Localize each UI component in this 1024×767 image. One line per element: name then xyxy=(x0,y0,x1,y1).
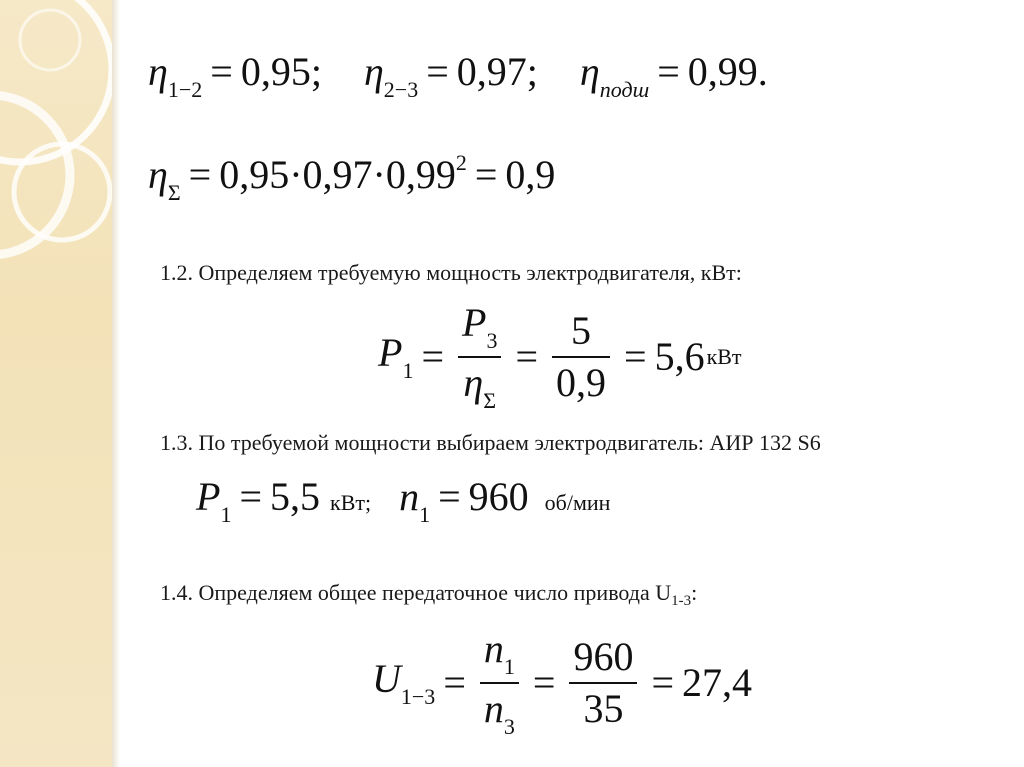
gear-ratio-formula xyxy=(372,625,752,739)
step-1-4-heading xyxy=(160,582,697,609)
equals-sign: = xyxy=(426,49,449,94)
motor-speed-value: 960 xyxy=(468,474,529,519)
eta-value-1-2: 0,95; xyxy=(240,49,322,94)
numerator-value: 5 xyxy=(571,308,591,353)
power-subscript: 1 xyxy=(402,357,414,383)
numerator-power-symbol: P xyxy=(462,299,487,345)
speed-subscript: 1 xyxy=(419,502,431,527)
step-1-4-heading-subscript: 1-3 xyxy=(671,593,692,609)
speed-ratio-fraction xyxy=(480,625,519,739)
efficiency-values-formula xyxy=(148,49,768,102)
numeric-fraction xyxy=(552,310,610,404)
power-symbol: P xyxy=(196,474,221,519)
equals-sign: = xyxy=(188,152,212,197)
motor-power-value: 5,5 xyxy=(270,474,320,519)
denominator-subscript: 3 xyxy=(503,714,515,739)
required-power-result: 5,6 xyxy=(654,334,705,379)
total-efficiency-formula xyxy=(148,152,555,204)
equals-sign: = xyxy=(515,334,538,379)
equals-sign: = xyxy=(239,474,262,519)
motor-power-unit: кВт; xyxy=(330,490,372,515)
equals-sign: = xyxy=(657,49,680,94)
power-symbol: P xyxy=(378,329,403,375)
eta-subscript-2-3: 2−3 xyxy=(383,77,419,102)
step-1-4-heading-text: 1.4. Определяем общее передаточное число привода U xyxy=(160,580,672,605)
eta-value-2-3: 0,97; xyxy=(456,49,538,94)
eta-value-bearings: 0,99. xyxy=(687,49,768,94)
eta-symbol: η xyxy=(363,49,384,94)
equals-sign: = xyxy=(651,660,674,705)
denominator-eta-symbol: η xyxy=(463,360,484,405)
equals-sign: = xyxy=(421,334,444,379)
equals-sign: = xyxy=(210,49,233,94)
gear-ratio-result: 27,4 xyxy=(682,660,752,705)
denominator-value: 0,9 xyxy=(556,360,606,405)
exponent: 2 xyxy=(455,150,467,175)
required-power-formula xyxy=(378,299,742,413)
motor-speed-unit: об/мин xyxy=(544,490,611,515)
fraction-bar xyxy=(480,682,519,684)
eta-subscript-1-2: 1−2 xyxy=(167,77,203,102)
total-efficiency-result: 0,9 xyxy=(505,152,556,197)
numerator-speed-symbol: n xyxy=(483,625,504,671)
equals-sign: = xyxy=(438,474,461,519)
power-unit: кВт xyxy=(706,344,742,369)
denominator-subscript: Σ xyxy=(483,388,497,413)
efficiency-product: 0,95·0,97·0,99 xyxy=(219,152,456,197)
gear-ratio-subscript: 1−3 xyxy=(400,683,436,709)
sigma-subscript: Σ xyxy=(167,180,181,205)
numerator-subscript: 3 xyxy=(486,327,498,353)
eta-subscript-bearings: подш xyxy=(599,77,650,102)
gear-ratio-symbol: U xyxy=(372,655,401,701)
fraction-bar xyxy=(458,356,501,358)
step-1-2-heading: 1.2. Определяем требуемую мощность электродвигателя, кВт: xyxy=(160,260,742,285)
eta-symbol: η xyxy=(148,152,168,197)
numeric-fraction xyxy=(569,636,637,730)
numerator-subscript: 1 xyxy=(503,653,515,679)
step-1-4-heading-colon: : xyxy=(691,580,698,605)
power-over-efficiency-fraction xyxy=(458,299,501,413)
equals-sign: = xyxy=(474,152,498,197)
eta-symbol: η xyxy=(579,49,600,94)
motor-specs-formula xyxy=(196,474,611,527)
fraction-bar xyxy=(552,356,610,358)
step-1-3-heading: 1.3. По требуемой мощности выбираем электродвигатель: АИР 132 S6 xyxy=(160,430,821,455)
fraction-bar xyxy=(569,682,637,684)
power-subscript: 1 xyxy=(220,502,232,527)
equals-sign: = xyxy=(624,334,647,379)
denominator-speed-symbol: n xyxy=(483,686,504,731)
numerator-value: 960 xyxy=(573,634,634,679)
denominator-value: 35 xyxy=(583,686,624,731)
speed-symbol: n xyxy=(399,474,420,519)
eta-symbol: η xyxy=(148,49,168,94)
equals-sign: = xyxy=(443,660,466,705)
equals-sign: = xyxy=(532,660,556,705)
